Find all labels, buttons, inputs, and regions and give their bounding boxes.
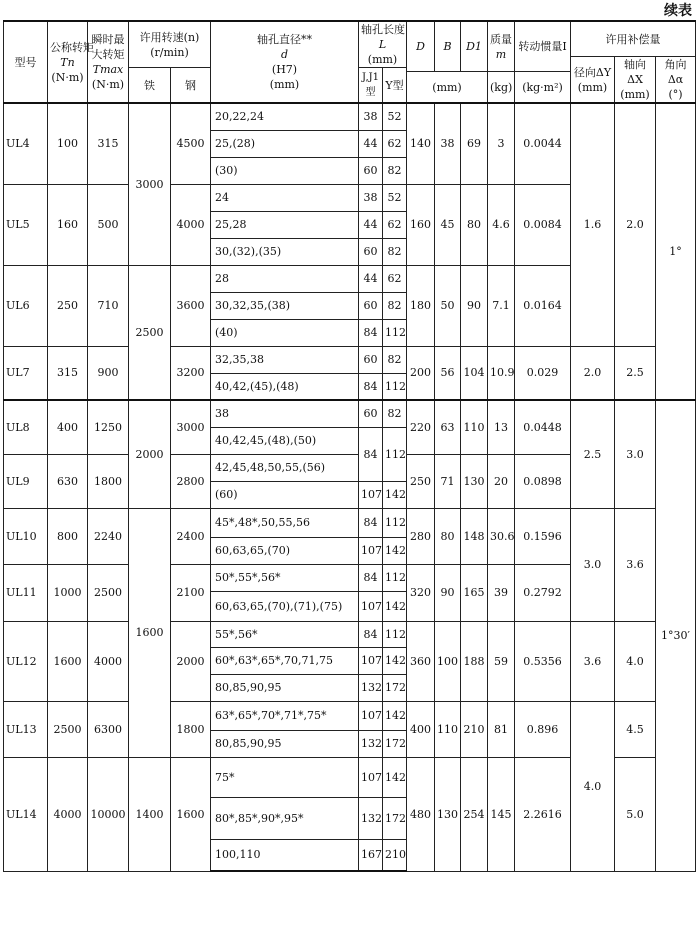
axial-cell: 3.6 xyxy=(615,508,656,621)
tmax-cell: 900 xyxy=(88,346,129,400)
D-cell: 280 xyxy=(407,508,435,564)
tn-cell: 315 xyxy=(48,346,88,400)
length-y-cell: 62 xyxy=(383,211,407,238)
length-j-cell: 84 xyxy=(359,427,383,481)
model-cell: UL6 xyxy=(4,265,48,346)
bore-cell: 75* xyxy=(211,757,359,797)
length-j-cell: 107 xyxy=(359,647,383,674)
steel-speed-cell: 4500 xyxy=(171,103,211,184)
D-cell: 360 xyxy=(407,621,435,701)
D-cell: 220 xyxy=(407,400,435,454)
B-cell: 80 xyxy=(435,508,461,564)
D1-cell: 254 xyxy=(461,757,488,871)
length-y-cell: 142 xyxy=(383,481,407,508)
radial-cell: 3.0 xyxy=(571,508,615,621)
header-axial xyxy=(615,57,656,104)
tn-cell: 630 xyxy=(48,454,88,508)
radial-cell: 1.6 xyxy=(571,103,615,346)
model-cell: UL4 xyxy=(4,103,48,184)
mass-cell: 13 xyxy=(488,400,515,454)
angle-unit: (°) xyxy=(668,88,683,101)
length-y-cell: 172 xyxy=(383,730,407,757)
length-label: 轴孔长度 xyxy=(361,23,406,36)
length-j-cell: 107 xyxy=(359,481,383,508)
axial-cell: 2.0 xyxy=(615,103,656,346)
mass-cell: 10.9 xyxy=(488,346,515,400)
tmax-cell: 2240 xyxy=(88,508,129,564)
model-cell: UL8 xyxy=(4,400,48,454)
header-D1: D1 xyxy=(461,21,488,72)
length-y-cell: 82 xyxy=(383,157,407,184)
tmax-cell: 10000 xyxy=(88,757,129,871)
D1-cell: 104 xyxy=(461,346,488,400)
mass-symbol: m xyxy=(495,47,507,61)
length-y-cell: 52 xyxy=(383,103,407,130)
inertia-cell: 0.896 xyxy=(515,701,571,757)
speed-label: 许用转速(n) xyxy=(139,30,200,44)
tn-cell: 1000 xyxy=(48,564,88,621)
bore-cell: 38 xyxy=(211,400,359,427)
B-cell: 63 xyxy=(435,400,461,454)
D1-cell: 90 xyxy=(461,265,488,346)
header-inertia: 转动惯量I xyxy=(515,21,571,72)
B-cell: 110 xyxy=(435,701,461,757)
length-unit: (mm) xyxy=(367,53,398,66)
length-y-cell: 62 xyxy=(383,265,407,292)
D1-cell: 80 xyxy=(461,184,488,265)
D1-cell: 210 xyxy=(461,701,488,757)
bore-unit: (mm) xyxy=(269,78,300,91)
radial-cell: 3.6 xyxy=(571,621,615,701)
table-row xyxy=(4,346,696,373)
bore-cell: 25,(28) xyxy=(211,130,359,157)
B-cell: 130 xyxy=(435,757,461,871)
length-j-cell: 107 xyxy=(359,591,383,621)
axial-label: 轴向ΔX xyxy=(624,58,647,86)
D1-cell: 69 xyxy=(461,103,488,184)
inertia-cell: 2.2616 xyxy=(515,757,571,871)
bore-cell: 60*,63*,65*,70,71,75 xyxy=(211,647,359,674)
bore-cell: 80,85,90,95 xyxy=(211,674,359,701)
bore-cell: 45*,48*,50,55,56 xyxy=(211,508,359,537)
tmax-cell: 315 xyxy=(88,103,129,184)
steel-speed-cell: 2100 xyxy=(171,564,211,621)
header-D: D xyxy=(407,21,435,72)
peak-torque-symbol: Tmax xyxy=(92,63,124,76)
length-symbol: L xyxy=(378,38,387,51)
bore-cell: (30) xyxy=(211,157,359,184)
axial-cell: 4.5 xyxy=(615,701,656,757)
B-cell: 100 xyxy=(435,621,461,701)
bore-tolerance: (H7) xyxy=(271,63,298,76)
header-length-y: Y型 xyxy=(383,68,407,104)
bore-cell: 60,63,65,(70),(71),(75) xyxy=(211,591,359,621)
length-y-cell: 82 xyxy=(383,292,407,319)
inertia-cell: 0.1596 xyxy=(515,508,571,564)
mass-cell: 20 xyxy=(488,454,515,508)
bore-cell: 55*,56* xyxy=(211,621,359,647)
bore-symbol: d xyxy=(280,48,289,61)
bore-cell: (40) xyxy=(211,319,359,346)
bore-cell: 25,28 xyxy=(211,211,359,238)
inertia-cell: 0.0448 xyxy=(515,400,571,454)
steel-speed-cell: 1800 xyxy=(171,701,211,757)
bore-cell: 40,42,45,(48),(50) xyxy=(211,427,359,454)
header-length-j: J,J1型 xyxy=(359,68,383,104)
radial-unit: (mm) xyxy=(577,80,608,94)
bore-cell: 28 xyxy=(211,265,359,292)
table-row xyxy=(4,701,696,730)
header-B: B xyxy=(435,21,461,72)
iron-speed-cell: 1400 xyxy=(129,757,171,871)
length-j-cell: 38 xyxy=(359,103,383,130)
mass-cell: 4.6 xyxy=(488,184,515,265)
length-j-cell: 60 xyxy=(359,346,383,373)
header-compensation: 许用补偿量 xyxy=(571,21,696,57)
nominal-torque-unit: (N·m) xyxy=(51,70,84,84)
header-dims-unit: (mm) xyxy=(407,72,488,104)
tmax-cell: 6300 xyxy=(88,701,129,757)
tn-cell: 400 xyxy=(48,400,88,454)
model-cell: UL10 xyxy=(4,508,48,564)
length-y-cell: 82 xyxy=(383,400,407,427)
nominal-torque-label: 公称转矩 xyxy=(50,40,94,54)
B-cell: 71 xyxy=(435,454,461,508)
length-j-cell: 60 xyxy=(359,292,383,319)
steel-speed-cell: 2400 xyxy=(171,508,211,564)
length-j-cell: 167 xyxy=(359,839,383,871)
header-iron: 铁 xyxy=(129,68,171,104)
D1-cell: 188 xyxy=(461,621,488,701)
bore-cell: 50*,55*,56* xyxy=(211,564,359,591)
bore-cell: (60) xyxy=(211,481,359,508)
bore-label: 轴孔直径** xyxy=(257,33,313,46)
mass-cell: 145 xyxy=(488,757,515,871)
bore-cell: 20,22,24 xyxy=(211,103,359,130)
axial-cell: 5.0 xyxy=(615,757,656,871)
D-cell: 250 xyxy=(407,454,435,508)
length-j-cell: 84 xyxy=(359,373,383,400)
mass-cell: 30.6 xyxy=(488,508,515,564)
bore-cell: 32,35,38 xyxy=(211,346,359,373)
B-cell: 45 xyxy=(435,184,461,265)
B-cell: 50 xyxy=(435,265,461,346)
axial-cell: 4.0 xyxy=(615,621,656,701)
tn-cell: 160 xyxy=(48,184,88,265)
inertia-cell: 0.2792 xyxy=(515,564,571,621)
mass-cell: 7.1 xyxy=(488,265,515,346)
length-y-cell: 142 xyxy=(383,591,407,621)
length-y-cell: 210 xyxy=(383,839,407,871)
mass-cell: 59 xyxy=(488,621,515,701)
length-y-cell: 82 xyxy=(383,346,407,373)
B-cell: 38 xyxy=(435,103,461,184)
D-cell: 480 xyxy=(407,757,435,871)
steel-speed-cell: 2800 xyxy=(171,454,211,508)
model-cell: UL14 xyxy=(4,757,48,871)
axial-cell: 2.5 xyxy=(615,346,656,400)
length-j-cell: 38 xyxy=(359,184,383,211)
iron-speed-cell: 2000 xyxy=(129,400,171,508)
header-bore xyxy=(211,21,359,103)
length-y-cell: 62 xyxy=(383,130,407,157)
mass-cell: 81 xyxy=(488,701,515,757)
iron-speed-cell: 1600 xyxy=(129,508,171,757)
length-j-cell: 132 xyxy=(359,797,383,839)
B-cell: 90 xyxy=(435,564,461,621)
length-j-cell: 107 xyxy=(359,757,383,797)
tmax-cell: 1800 xyxy=(88,454,129,508)
mass-label: 质量 xyxy=(490,32,513,46)
header-speed xyxy=(129,21,211,68)
length-j-cell: 44 xyxy=(359,211,383,238)
length-y-cell: 112 xyxy=(383,319,407,346)
header-nominal-torque xyxy=(48,21,94,103)
length-y-cell: 172 xyxy=(383,797,407,839)
iron-speed-cell: 3000 xyxy=(129,103,171,265)
D-cell: 320 xyxy=(407,564,435,621)
D1-cell: 148 xyxy=(461,508,488,564)
length-y-cell: 142 xyxy=(383,537,407,564)
tn-cell: 800 xyxy=(48,508,88,564)
model-cell: UL12 xyxy=(4,621,48,701)
length-j-cell: 84 xyxy=(359,564,383,591)
header-length xyxy=(359,21,407,68)
model-cell: UL5 xyxy=(4,184,48,265)
header-mass xyxy=(488,21,515,72)
inertia-cell: 0.029 xyxy=(515,346,571,400)
steel-speed-cell: 2000 xyxy=(171,621,211,701)
speed-unit: (r/min) xyxy=(150,45,189,59)
length-y-cell: 112 xyxy=(383,621,407,647)
B-cell: 56 xyxy=(435,346,461,400)
model-cell: UL11 xyxy=(4,564,48,621)
steel-speed-cell: 3000 xyxy=(171,400,211,454)
steel-speed-cell: 3600 xyxy=(171,265,211,346)
length-j-cell: 84 xyxy=(359,319,383,346)
radial-label: 径向ΔY xyxy=(573,65,612,79)
D-cell: 160 xyxy=(407,184,435,265)
D-cell: 180 xyxy=(407,265,435,346)
mass-cell: 3 xyxy=(488,103,515,184)
inertia-cell: 0.0044 xyxy=(515,103,571,184)
bore-cell: 100,110 xyxy=(211,839,359,871)
header-mass-unit: (kg) xyxy=(488,72,515,104)
header-radial xyxy=(571,57,615,104)
tn-cell: 4000 xyxy=(48,757,88,871)
angle-label: 角向Δα xyxy=(664,58,687,86)
radial-cell: 4.0 xyxy=(571,701,615,871)
model-cell: UL7 xyxy=(4,346,48,400)
coupling-spec-table xyxy=(3,20,696,872)
D1-cell: 165 xyxy=(461,564,488,621)
model-cell: UL13 xyxy=(4,701,48,757)
length-y-cell: 172 xyxy=(383,674,407,701)
tmax-cell: 1250 xyxy=(88,400,129,454)
tn-cell: 250 xyxy=(48,265,88,346)
tn-cell: 1600 xyxy=(48,621,88,701)
model-cell: UL9 xyxy=(4,454,48,508)
length-y-cell: 82 xyxy=(383,238,407,265)
length-y-cell: 112 xyxy=(383,373,407,400)
table-row xyxy=(4,103,696,130)
length-j-cell: 60 xyxy=(359,157,383,184)
axial-cell: 3.0 xyxy=(615,400,656,508)
inertia-cell: 0.0164 xyxy=(515,265,571,346)
length-y-cell: 52 xyxy=(383,184,407,211)
length-y-cell: 112 xyxy=(383,508,407,537)
header-steel: 钢 xyxy=(171,68,211,104)
angle-cell: 1°30′ xyxy=(656,400,696,871)
length-j-cell: 132 xyxy=(359,730,383,757)
length-j-cell: 60 xyxy=(359,400,383,427)
steel-speed-cell: 4000 xyxy=(171,184,211,265)
length-j-cell: 84 xyxy=(359,621,383,647)
inertia-cell: 0.5356 xyxy=(515,621,571,701)
table-row xyxy=(4,508,696,537)
length-y-cell: 112 xyxy=(383,427,407,481)
mass-cell: 39 xyxy=(488,564,515,621)
length-j-cell: 84 xyxy=(359,508,383,537)
length-j-cell: 107 xyxy=(359,537,383,564)
steel-speed-cell: 1600 xyxy=(171,757,211,871)
iron-speed-cell: 2500 xyxy=(129,265,171,400)
steel-speed-cell: 3200 xyxy=(171,346,211,400)
bore-cell: 80*,85*,90*,95* xyxy=(211,797,359,839)
axial-unit: (mm) xyxy=(620,88,650,101)
angle-cell: 1° xyxy=(656,103,696,400)
length-y-cell: 142 xyxy=(383,701,407,730)
length-j-cell: 132 xyxy=(359,674,383,701)
header-inertia-unit: (kg·m²) xyxy=(515,72,571,104)
radial-cell: 2.0 xyxy=(571,346,615,400)
D-cell: 200 xyxy=(407,346,435,400)
bore-cell: 60,63,65,(70) xyxy=(211,537,359,564)
bore-cell: 42,45,48,50,55,(56) xyxy=(211,454,359,481)
bore-cell: 30,32,35,(38) xyxy=(211,292,359,319)
length-y-cell: 112 xyxy=(383,564,407,591)
inertia-cell: 0.0898 xyxy=(515,454,571,508)
header-model: 型号 xyxy=(4,21,48,103)
length-j-cell: 107 xyxy=(359,701,383,730)
tn-cell: 2500 xyxy=(48,701,88,757)
nominal-torque-symbol: Tn xyxy=(60,55,75,69)
length-j-cell: 44 xyxy=(359,265,383,292)
tmax-cell: 500 xyxy=(88,184,129,265)
bore-cell: 30,(32),(35) xyxy=(211,238,359,265)
length-j-cell: 44 xyxy=(359,130,383,157)
D-cell: 400 xyxy=(407,701,435,757)
length-j-cell: 60 xyxy=(359,238,383,265)
table-row xyxy=(4,621,696,647)
bore-cell: 40,42,(45),(48) xyxy=(211,373,359,400)
inertia-cell: 0.0084 xyxy=(515,184,571,265)
bore-cell: 63*,65*,70*,71*,75* xyxy=(211,701,359,730)
D-cell: 140 xyxy=(407,103,435,184)
peak-torque-label: 瞬时最大转矩 xyxy=(91,33,125,61)
length-y-cell: 142 xyxy=(383,647,407,674)
header-angle xyxy=(656,57,696,104)
peak-torque-unit: (N·m) xyxy=(91,78,125,91)
continued-label: 续表 xyxy=(664,3,692,19)
tn-cell: 100 xyxy=(48,103,88,184)
D1-cell: 110 xyxy=(461,400,488,454)
tmax-cell: 2500 xyxy=(88,564,129,621)
length-y-cell: 142 xyxy=(383,757,407,797)
D1-cell: 130 xyxy=(461,454,488,508)
table-row xyxy=(4,400,696,427)
header-peak-torque xyxy=(88,21,129,103)
tmax-cell: 710 xyxy=(88,265,129,346)
tmax-cell: 4000 xyxy=(88,621,129,701)
bore-cell: 80,85,90,95 xyxy=(211,730,359,757)
bore-cell: 24 xyxy=(211,184,359,211)
radial-cell: 2.5 xyxy=(571,400,615,508)
